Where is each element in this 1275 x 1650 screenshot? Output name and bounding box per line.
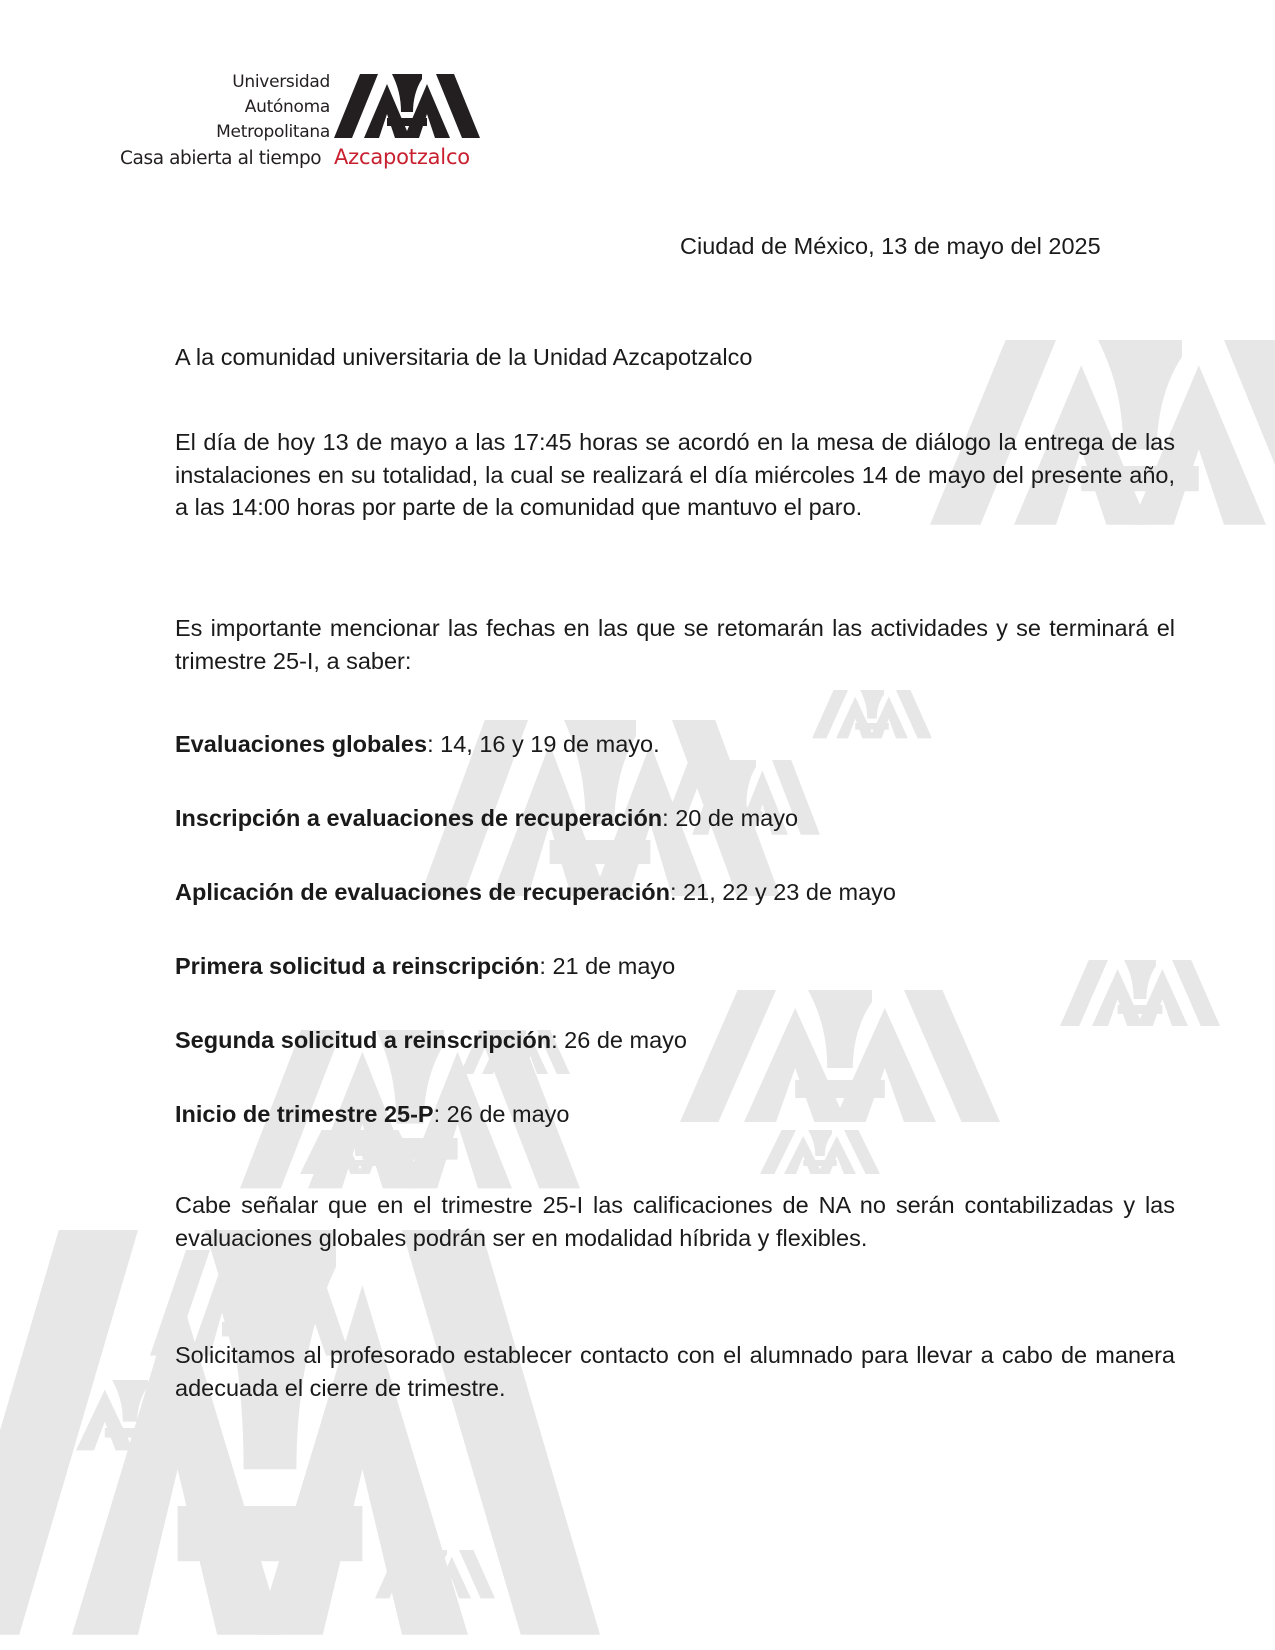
schedule-item [175,731,660,758]
schedule-item-label: Inicio de trimestre 25-P [175,1101,434,1127]
logo-unit-name: Azcapotzalco [334,145,470,169]
schedule-item-value: : 26 de mayo [551,1027,687,1053]
logo-line-metropolitana: Metropolitana [216,122,330,142]
schedule-item [175,805,798,832]
watermark-mark-large-5 [680,990,1000,1122]
paragraph-announcement: El día de hoy 13 de mayo a las 17:45 horas se acordó en la mesa de diálogo la entrega de las instalaciones en su totalidad, la cual se realizará el día miércoles 14 de mayo del presente año, a las 14:00 horas por parte de la comunidad que mantuvo el paro. [175,429,1175,520]
schedule-item [175,1101,569,1128]
watermark-mark-medium-1 [1060,960,1220,1026]
uam-logo-icon [334,74,480,138]
schedule-item [175,879,896,906]
schedule-item-label: Evaluaciones globales [175,731,428,757]
schedule-item-label: Aplicación de evaluaciones de recuperación [175,879,670,905]
salutation: A la comunidad universitaria de la Unidad Azcapotzalco [175,344,753,370]
schedule-item-value: : 21 de mayo [539,953,676,979]
schedule-item-value: : 14, 16 y 19 de mayo. [427,731,660,757]
watermark-mark-small-1 [812,690,932,738]
schedule-item [175,1027,687,1054]
schedule-item-value: : 21, 22 y 23 de mayo [670,879,897,905]
letter-date: Ciudad de México, 13 de mayo del 2025 [680,233,1101,259]
schedule-item-label: Primera solicitud a reinscripción [175,953,540,979]
logo-line-universidad: Universidad [232,72,330,92]
paragraph-grades-note: Cabe señalar que en el trimestre 25-I las calificaciones de NA no serán contabilizadas y las evaluaciones globales podrán ser en modalidad híbrida y flexibles. [175,1192,1175,1251]
watermark-mark-small-3 [760,1130,880,1174]
paragraph-dates-intro: Es importante mencionar las fechas en las que se retomarán las actividades y se terminará el trimestre 25-I, a saber: [175,615,1175,674]
schedule-item-label: Segunda solicitud a reinscripción [175,1027,552,1053]
university-logo [120,70,500,180]
logo-motto: Casa abierta al tiempo [120,148,322,169]
schedule-item-value: : 26 de mayo [433,1101,570,1127]
paragraph-faculty-request: Solicitamos al profesorado establecer contacto con el alumnado para llevar a cabo de manera adecuada el cierre de trimestre. [175,1342,1175,1401]
schedule-item [175,953,675,980]
schedule-item-value: : 20 de mayo [662,805,799,831]
logo-line-autonoma: Autónoma [244,97,330,117]
schedule-item-label: Inscripción a evaluaciones de recuperación [175,805,663,831]
logo-wordmark [216,70,330,145]
